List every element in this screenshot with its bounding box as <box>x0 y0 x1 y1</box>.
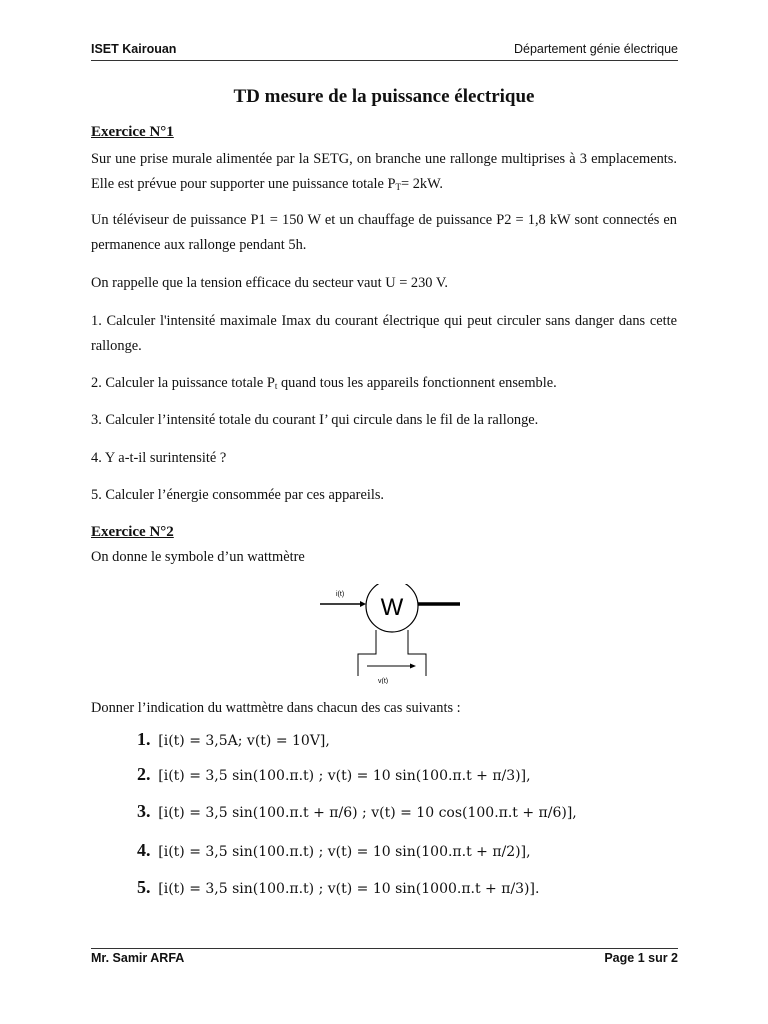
exercise1-heading: Exercice N°1 <box>91 124 174 140</box>
case-4 <box>137 840 531 861</box>
exercise1-question-2-end: quand tous les appareils fonctionnent ensemble. <box>277 375 557 391</box>
current-label: i(t) <box>336 591 345 598</box>
exercise1-paragraph-1 <box>91 147 677 200</box>
exercise1-question-3: 3. Calculer l’intensité totale du courant I’ qui circule dans le fil de la rallonge. <box>91 412 539 428</box>
voltage-lead-right <box>408 630 426 676</box>
exercise1-paragraph-1-end: = 2kW. <box>401 176 443 192</box>
voltage-label: v(t) <box>378 678 389 684</box>
exercise2-intro: On donne le symbole d’un wattmètre <box>91 549 305 565</box>
exercise1-question-2-text: 2. Calculer la puissance totale P <box>91 375 275 391</box>
header-institution: ISET Kairouan <box>91 42 177 56</box>
footer-page-number: Page 1 sur 2 <box>604 951 678 965</box>
case-3-expression: [i(t) = 3,5 sin(100.π.t + π/6) ; v(t) = 10 cos(100.π.t + π/6)], <box>158 805 577 821</box>
case-1 <box>137 729 330 750</box>
exercise1-question-5: 5. Calculer l’énergie consommée par ces appareils. <box>91 487 385 503</box>
exercise1-question-4: 4. Y a-t-il surintensité ? <box>91 450 227 466</box>
case-5-expression: [i(t) = 3,5 sin(100.π.t) ; v(t) = 10 sin(1000.π.t + π/3)]. <box>158 881 540 897</box>
exercise2-heading: Exercice N°2 <box>91 524 174 540</box>
exercise2-question: Donner l’indication du wattmètre dans chacun des cas suivants : <box>91 700 461 716</box>
wattmeter-symbol: W <box>380 594 404 621</box>
document-title: TD mesure de la puissance électrique <box>233 86 535 107</box>
case-2 <box>137 764 531 785</box>
exercise1-paragraph-3: On rappelle que la tension efficace du secteur vaut U = 230 V. <box>91 275 448 291</box>
voltage-lead-left <box>358 630 376 676</box>
case-5-number: 5. <box>137 877 151 897</box>
footer-author: Mr. Samir ARFA <box>91 951 185 965</box>
case-1-number: 1. <box>137 729 151 749</box>
exercise1-question-2-subscript: t <box>274 381 278 391</box>
voltage-arrow <box>410 664 416 669</box>
case-2-number: 2. <box>137 764 151 784</box>
exercise1-question-1: 1. Calculer l'intensité maximale Imax du courant électrique qui peut circuler sans danger dans cette rallonge. <box>91 313 677 354</box>
page-header <box>91 42 678 61</box>
case-3-number: 3. <box>137 801 151 821</box>
case-4-expression: [i(t) = 3,5 sin(100.π.t) ; v(t) = 10 sin(100.π.t + π/2)], <box>158 844 531 860</box>
exercise1-paragraph-1-text: Sur une prise murale alimentée par la SETG, on branche une rallonge multiprises à 3 emplacements. Elle est prévue pour supporter une puissance totale P <box>91 151 677 192</box>
case-4-number: 4. <box>137 840 151 860</box>
case-3 <box>137 801 577 822</box>
case-5 <box>137 877 539 898</box>
exercise1-paragraph-1-subscript: T <box>395 182 402 192</box>
header-department: Département génie électrique <box>514 42 678 56</box>
case-1-expression: [i(t) = 3,5A; v(t) = 10V], <box>158 733 330 749</box>
case-2-expression: [i(t) = 3,5 sin(100.π.t) ; v(t) = 10 sin(100.π.t + π/3)], <box>158 768 531 784</box>
current-arrow <box>360 601 366 607</box>
page-footer <box>91 948 678 970</box>
exercise1-paragraph-2: Un téléviseur de puissance P1 = 150 W et un chauffage de puissance P2 = 1,8 kW sont connectés en permanence aux rallonge pendant 5h. <box>91 212 677 253</box>
wattmeter-diagram <box>320 584 470 684</box>
exercise1-question-2 <box>91 371 677 399</box>
